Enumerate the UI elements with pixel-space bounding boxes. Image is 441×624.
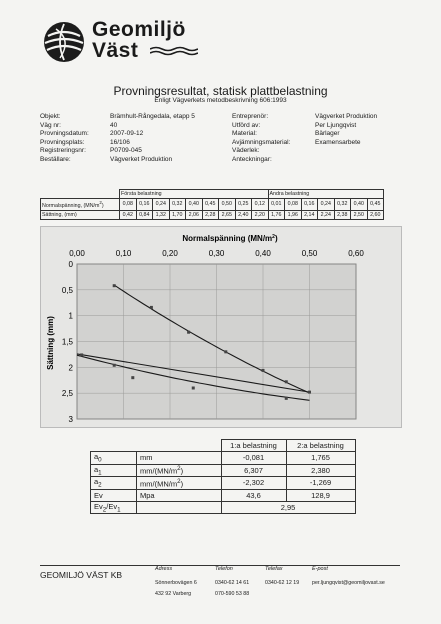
settlement-cell: 2,24 <box>318 210 335 219</box>
param-value-second: 128,9 <box>286 489 355 501</box>
pressure-cell: 0,45 <box>367 199 384 211</box>
footer-address-label: Adress <box>155 566 173 572</box>
results-row-ratio <box>91 501 356 514</box>
settlement-row <box>41 210 384 219</box>
pressure-cell: 0,32 <box>334 199 351 211</box>
settlement-chart <box>40 226 400 426</box>
y-tick-label: 0 <box>68 260 73 269</box>
pressure-cell: 0,40 <box>351 199 368 211</box>
settlement-cell: 2,40 <box>235 210 252 219</box>
footer-email: per.ljungqvist@geomiljovast.se <box>312 580 385 586</box>
param-symbol: $a_2$ <box>91 477 137 490</box>
y-axis-label: Sättning (mm) <box>46 316 55 370</box>
col-header-second: 2:a belastning <box>286 440 355 452</box>
results-row-a2 <box>91 477 356 490</box>
info-value: Examensarbete <box>315 138 361 146</box>
results-header-row <box>91 440 356 452</box>
x-tick-label: 0,10 <box>115 249 132 258</box>
x-axis-label: Normalspänning $(MN/m^2)$ <box>182 234 278 243</box>
info-label: Objekt: <box>40 113 61 120</box>
results-table <box>90 439 356 514</box>
page-title: Provningsresultat, statisk plattbelastning <box>113 84 328 98</box>
data-point <box>187 331 190 334</box>
info-value: Bärlager <box>315 130 340 138</box>
results-row-a0 <box>91 452 356 465</box>
info-value: Brämhult-Rångedala, etapp 5 <box>110 113 195 120</box>
info-label: Avjämningsmaterial: <box>232 138 291 146</box>
info-left-values <box>110 113 195 165</box>
info-label: Väg nr: <box>40 121 61 129</box>
footer-phone-line2: 070-590 53 88 <box>215 591 250 597</box>
data-point <box>80 353 83 356</box>
pressure-cell: 0,24 <box>318 199 335 211</box>
footer-phone-label: Telefon <box>215 566 233 572</box>
footer-email-label: E-post <box>312 566 328 572</box>
info-value: 16/106 <box>110 138 130 146</box>
settlement-cell: 1,70 <box>169 210 186 219</box>
first-load-header: Första belastning <box>120 190 269 199</box>
results-row-ev <box>91 489 356 501</box>
x-tick-label: 0,40 <box>255 249 271 258</box>
info-label: Entreprenör: <box>232 113 269 120</box>
pressure-cell: 0,24 <box>153 199 170 211</box>
param-value-first: -2,302 <box>221 477 286 490</box>
footer-phone-line1: 0340-62 14 61 <box>215 580 250 586</box>
data-point <box>308 391 311 394</box>
settlement-cell: 2,65 <box>219 210 236 219</box>
info-left-labels <box>40 113 89 165</box>
settlement-cell: 0,84 <box>136 210 153 219</box>
settlement-cell: 2,14 <box>301 210 318 219</box>
param-value-first: -0,081 <box>221 452 286 465</box>
data-point <box>262 369 265 372</box>
data-point <box>150 306 153 309</box>
footer-fax: 0340-62 12 19 <box>265 580 300 586</box>
info-right-values <box>315 113 377 147</box>
page-subtitle: Enligt Vägverkets metodbeskrivning 606:1993 <box>154 97 287 104</box>
pressure-cell: 0,50 <box>219 199 236 211</box>
info-label: Material: <box>232 130 257 138</box>
footer-company: GEOMILJÖ VÄST KB <box>40 570 123 580</box>
data-point <box>113 284 116 287</box>
info-value: Vägverket Produktion <box>110 155 173 163</box>
y-tick-label: 0,5 <box>61 285 73 295</box>
y-tick-label: 2 <box>68 363 73 373</box>
data-point <box>285 380 288 383</box>
pressure-cell: 0,16 <box>301 199 318 211</box>
pressure-cell: 0,32 <box>169 199 186 211</box>
ratio-label: $Ev_2/Ev_1$ <box>91 501 137 514</box>
pressure-row-label: Normalspänning, $(MN/m^2)$ <box>41 199 120 211</box>
pressure-cell: 0,25 <box>235 199 252 211</box>
param-unit: $mm/(MN/m^2)$ <box>137 464 222 477</box>
settlement-cell: 0,42 <box>120 210 137 219</box>
x-tick-label: 0,60 <box>348 249 364 258</box>
settlement-cell: 2,50 <box>351 210 368 219</box>
results-row-a1 <box>91 464 356 477</box>
pressure-cell: 0,01 <box>268 199 285 211</box>
logo-text-line1: Geomiljö <box>92 18 186 41</box>
data-point <box>113 364 116 367</box>
info-value: 2007-09-12 <box>110 130 144 138</box>
param-symbol: $a_0$ <box>91 452 137 465</box>
param-symbol: Ev <box>91 489 137 501</box>
settlement-cell: 2,06 <box>186 210 203 219</box>
info-label: Registreringsnr: <box>40 147 86 155</box>
data-point <box>224 350 227 353</box>
settlement-cell: 2,20 <box>252 210 269 219</box>
y-tick-label: 1,5 <box>61 337 73 347</box>
info-value: P0709-045 <box>110 147 142 155</box>
info-label: Provningsdatum: <box>40 130 89 138</box>
info-label: Beställare: <box>40 155 71 163</box>
x-tick-label: 0,00 <box>69 249 85 258</box>
logo-wave-icon <box>150 46 198 56</box>
info-value: Vägverket Produktion <box>315 113 378 120</box>
settlement-row-label: Sättning, (mm) <box>41 210 120 219</box>
data-point <box>192 387 195 390</box>
param-unit: mm <box>137 452 222 465</box>
x-tick-label: 0,20 <box>162 249 178 258</box>
measurement-group-header-row <box>41 190 384 199</box>
info-value: Per Ljungqvist <box>315 121 357 129</box>
y-tick-label: 3 <box>68 415 73 424</box>
data-point <box>131 376 134 379</box>
measurement-table <box>40 189 384 220</box>
settlement-cell: 1,32 <box>153 210 170 219</box>
pressure-cell: 0,40 <box>186 199 203 211</box>
info-right-labels <box>232 113 290 165</box>
x-tick-label: 0,30 <box>208 249 225 258</box>
col-header-first: 1:a belastning <box>221 440 286 452</box>
footer-fax-label: Telefax <box>265 566 283 572</box>
param-value-second: 1,765 <box>286 452 355 465</box>
param-value-second: -1,269 <box>286 477 355 490</box>
info-label: Provningsplats: <box>40 138 85 146</box>
data-point <box>285 397 288 400</box>
param-value-first: 6,307 <box>221 464 286 477</box>
settlement-cell: 2,38 <box>334 210 351 219</box>
y-tick-label: 1 <box>68 311 73 321</box>
pressure-cell: 0,12 <box>252 199 269 211</box>
second-load-header: Andra belastning <box>268 190 384 199</box>
param-symbol: $a_1$ <box>91 464 137 477</box>
pressure-cell: 0,08 <box>285 199 302 211</box>
ratio-value: 2,95 <box>221 501 355 514</box>
footer-address-line1: Sönnerbovägen 6 <box>155 580 197 586</box>
param-unit: Mpa <box>137 489 222 501</box>
settlement-cell: 1,96 <box>285 210 302 219</box>
settlement-cell: 2,28 <box>202 210 219 219</box>
y-tick-label: 2,5 <box>61 389 73 399</box>
logo-text-line2: Väst <box>92 39 139 62</box>
info-label: Utförd av: <box>232 121 261 129</box>
settlement-cell: 1,76 <box>268 210 285 219</box>
info-label: Väderlek: <box>232 147 260 155</box>
pressure-row <box>41 199 384 211</box>
pressure-cell: 0,08 <box>120 199 137 211</box>
settlement-cell: 2,60 <box>367 210 384 219</box>
param-value-second: 2,380 <box>286 464 355 477</box>
pressure-cell: 0,16 <box>136 199 153 211</box>
pressure-cell: 0,45 <box>202 199 219 211</box>
footer-address-line2: 432 92 Varberg <box>155 591 192 597</box>
globe-logo-icon <box>42 20 86 64</box>
info-value: 40 <box>110 121 118 129</box>
info-label: Anteckningar: <box>232 155 272 163</box>
param-unit: $mm/(MN/m^2)$ <box>137 477 222 490</box>
param-value-first: 43,6 <box>221 489 286 501</box>
x-tick-label: 0,50 <box>301 249 318 258</box>
